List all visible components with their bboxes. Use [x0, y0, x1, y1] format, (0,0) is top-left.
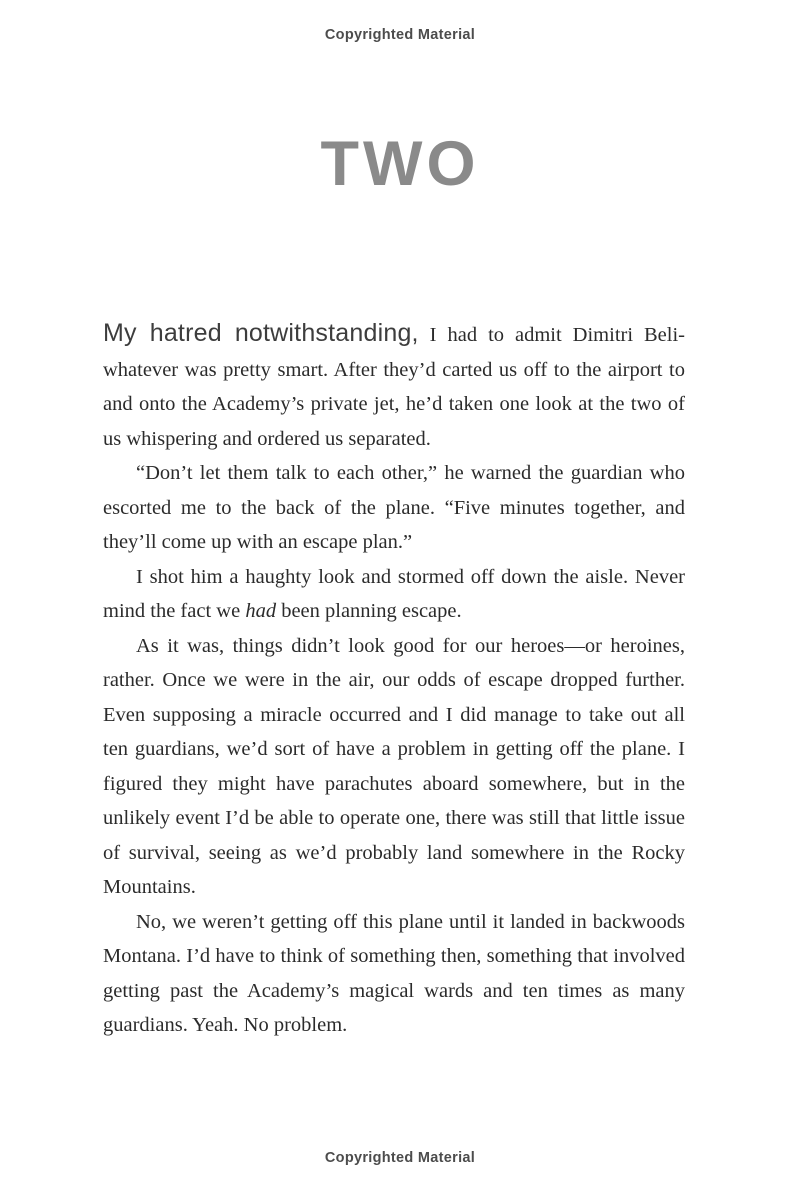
paragraph-4: As it was, things didn’t look good for our heroes—or heroines, rather. Once we were in the air, our odds of escape dropped further. Even supposing a miracle occurred and I did manage to take out all ten guardians, we’d sort of have a problem in getting off the plane. I figured they might have parachutes aboard somewhere, but in the unlikely event I’d be able to operate one, there was still that little issue of survival, seeing as we’d probably land somewhere in the Rocky Mountains.	[103, 634, 685, 898]
copyright-notice-top: Copyrighted Material	[324, 27, 476, 43]
paragraph-opener: My hatred notwithstanding,	[103, 319, 419, 347]
paragraph-3-italic-word: had	[245, 600, 277, 622]
paragraph-3-after: been planning escape.	[276, 600, 462, 622]
chapter-title: TWO	[320, 129, 480, 199]
copyright-notice-bottom: Copyrighted Material	[324, 1150, 476, 1166]
paragraph-3-before: I shot him a haughty look and stormed off down the aisle. Never mind the fact we	[103, 565, 685, 622]
paragraph-1-text: I had to admit Dimitri Beli-whatever was pretty smart. After they’d carted us off to the airport to and onto the Academy’s private jet, he’d taken one look at the two of us whispering and ordered us separated.	[103, 324, 686, 450]
paragraph-1	[103, 316, 685, 456]
body-text	[103, 316, 685, 1043]
paragraph-3	[103, 560, 685, 629]
paragraph-5: No, we weren’t getting off this plane until it landed in backwoods Montana. I’d have to think of something then, something that involved getting past the Academy’s magical wards and ten times as many guardians. Yeah. No problem.	[103, 910, 685, 1036]
paragraph-2: “Don’t let them talk to each other,” he warned the guardian who escorted me to the back of the plane. “Five minutes together, and they’ll come up with an escape plan.”	[103, 462, 685, 553]
